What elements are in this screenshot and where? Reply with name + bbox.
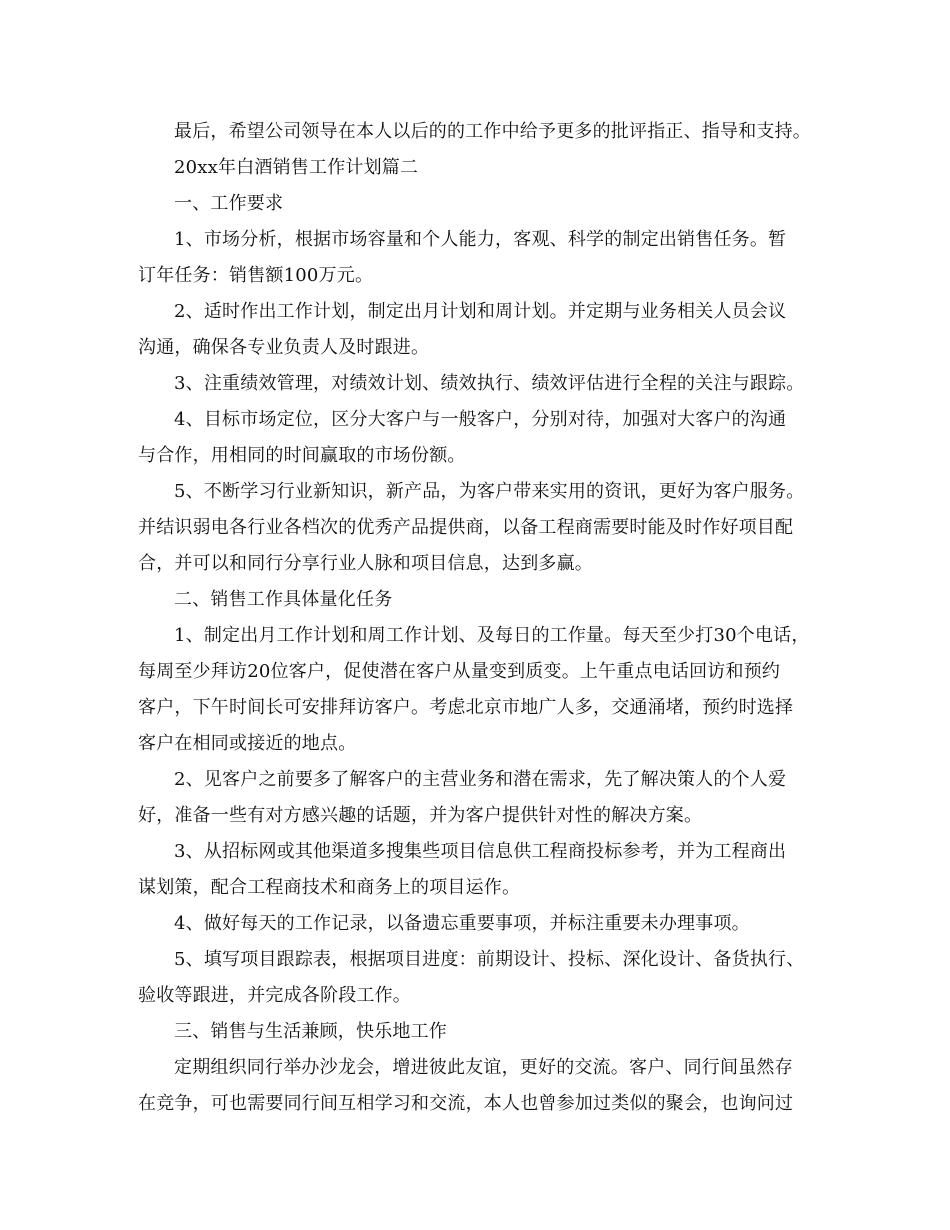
paragraph-line: 2、适时作出工作计划，制定出月计划和周计划。并定期与业务相关人员会议 [174,301,787,322]
paragraph-line: 3、从招标网或其他渠道多搜集些项目信息供工程商投标参考，并为工程商出 [174,841,787,862]
paragraph-line: 与合作，用相同的时间赢取的市场份额。 [138,445,466,466]
paragraph-line: 3、注重绩效管理，对绩效计划、绩效执行、绩效评估进行全程的关注与跟踪。 [174,373,805,394]
section-heading: 一、工作要求 [174,193,284,214]
paragraph-line: 谋划策，配合工程商技术和商务上的项目运作。 [138,877,521,898]
paragraph-line: 4、目标市场定位，区分大客户与一般客户，分别对待，加强对大客户的沟通 [174,409,787,430]
paragraph-line: 1、市场分析，根据市场容量和个人能力，客观、科学的制定出销售任务。暂 [174,229,787,250]
paragraph-line: 5、填写项目跟踪表，根据项目进度：前期设计、投标、深化设计、备货执行、 [174,949,805,970]
paragraph-line: 定期组织同行举办沙龙会，增进彼此友谊，更好的交流。客户、同行间虽然存 [174,1057,793,1078]
paragraph-line: 1、制定出月工作计划和周工作计划、及每日的工作量。每天至少打30个电话， [174,625,810,646]
paragraph-line: 客户，下午时间长可安排拜访客户。考虑北京市地广人多，交通涌堵，预约时选择 [138,697,794,718]
paragraph-line: 最后，希望公司领导在本人以后的的工作中给予更多的批评指正、指导和支持。 [174,121,811,142]
section-heading: 20xx年白酒销售工作计划篇二 [174,157,419,178]
paragraph-line: 每周至少拜访20位客户，促使潜在客户从量变到质变。上午重点电话回访和预约 [138,661,781,682]
paragraph-line: 4、做好每天的工作记录，以备遗忘重要事项，并标注重要未办理事项。 [174,913,750,934]
paragraph-line: 2、见客户之前要多了解客户的主营业务和潜在需求，先了解决策人的个人爱 [174,769,787,790]
paragraph-line: 客户在相同或接近的地点。 [138,733,357,754]
paragraph-line: 并结识弱电各行业各档次的优秀产品提供商，以备工程商需要时能及时作好项目配 [138,517,794,538]
document-body [138,114,818,1122]
section-heading: 二、销售工作具体量化任务 [174,589,393,610]
paragraph-line: 验收等跟进，并完成各阶段工作。 [138,985,411,1006]
paragraph-line: 合，并可以和同行分享行业人脉和项目信息，达到多赢。 [138,553,593,574]
paragraph-line: 沟通，确保各专业负责人及时跟进。 [138,337,430,358]
paragraph-line: 5、不断学习行业新知识，新产品，为客户带来实用的资讯，更好为客户服务。 [174,481,805,502]
paragraph-line: 好，准备一些有对方感兴趣的话题，并为客户提供针对性的解决方案。 [138,805,703,826]
paragraph-line: 在竞争，可也需要同行间互相学习和交流，本人也曾参加过类似的聚会，也询问过 [138,1093,794,1114]
paragraph-line: 订年任务：销售额100万元。 [138,265,374,286]
section-heading: 三、销售与生活兼顾，快乐地工作 [174,1021,447,1042]
